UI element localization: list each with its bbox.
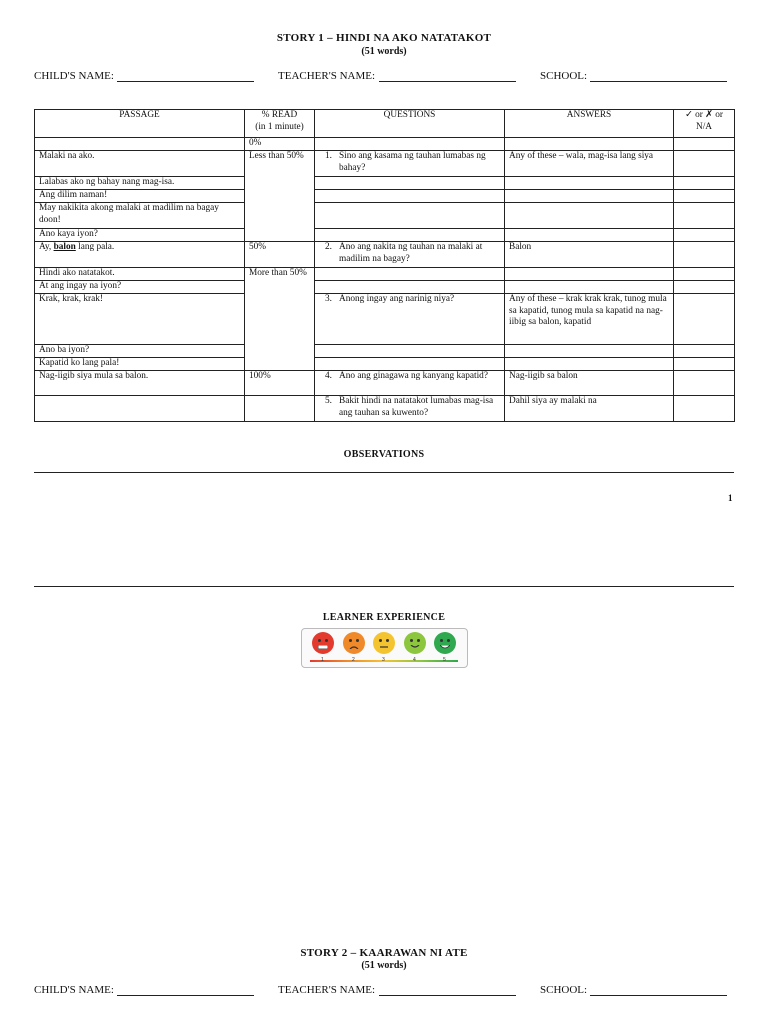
teacher-name-field[interactable]	[379, 995, 516, 996]
check-cell[interactable]	[674, 396, 735, 422]
passage-cell: Lalabas ako ng bahay nang mag-isa.	[35, 177, 245, 190]
story2-title: STORY 2 – KAARAWAN NI ATE	[300, 947, 468, 959]
answer-cell	[505, 281, 674, 294]
check-cell[interactable]	[674, 151, 735, 177]
school-label: SCHOOL:	[540, 70, 588, 82]
answer-cell: Any of these – wala, mag-isa lang siya	[505, 151, 674, 177]
check-cell[interactable]	[674, 268, 735, 281]
table-header-row	[35, 110, 735, 138]
passage-cell: Ano kaya iyon?	[35, 229, 245, 242]
table-row	[35, 345, 735, 358]
question-cell	[315, 203, 505, 229]
story1-word-count: (51 words)	[361, 46, 407, 57]
page-number: 1	[728, 493, 733, 503]
question-cell	[315, 242, 505, 268]
teacher-name-label: TEACHER'S NAME:	[278, 70, 376, 82]
check-cell[interactable]	[674, 229, 735, 242]
answer-cell	[505, 358, 674, 371]
very-sad-face-icon[interactable]	[312, 632, 334, 654]
school-label: SCHOOL:	[540, 984, 588, 996]
check-header: ✓ or ✗ or N/A	[674, 110, 735, 138]
question-cell	[315, 358, 505, 371]
scale-label: 3	[382, 657, 385, 663]
read-level-cell	[245, 396, 315, 422]
child-name-label: CHILD'S NAME:	[34, 984, 114, 996]
assessment-table	[34, 109, 735, 422]
question-cell	[315, 294, 505, 345]
passage-cell: Nag-iigib siya mula sa balon.	[35, 371, 245, 396]
question-text: Sino ang kasama ng tauhan lumabas ng bahay?	[339, 151, 486, 173]
question-number: 3.	[325, 294, 332, 304]
answer-cell	[505, 268, 674, 281]
passage-text: lang pala.	[75, 242, 115, 252]
passage-cell: Kapatid ko lang pala!	[35, 358, 245, 371]
passage-cell: Malaki na ako.	[35, 151, 245, 177]
read-header	[245, 110, 315, 138]
answer-cell	[505, 345, 674, 358]
passage-key-word: balon	[53, 242, 76, 252]
school-field[interactable]	[590, 995, 727, 996]
teacher-name-label: TEACHER'S NAME:	[278, 984, 376, 996]
table-row	[35, 151, 735, 177]
check-cell[interactable]	[674, 281, 735, 294]
passage-cell	[35, 242, 245, 268]
story2-word-count: (51 words)	[361, 960, 407, 971]
table-row	[35, 138, 735, 151]
answer-cell	[505, 203, 674, 229]
passage-cell: At ang ingay na iyon?	[35, 281, 245, 294]
answer-cell: Balon	[505, 242, 674, 268]
question-text: Ano ang ginagawa ng kanyang kapatid?	[339, 371, 488, 381]
table-row	[35, 371, 735, 396]
passage-header: PASSAGE	[35, 110, 245, 138]
check-cell[interactable]	[674, 371, 735, 396]
sad-face-icon[interactable]	[343, 632, 365, 654]
question-cell	[315, 371, 505, 396]
read-level-cell: 100%	[245, 371, 315, 396]
observations-line-top	[34, 472, 734, 473]
story2-info-row	[0, 984, 768, 998]
question-number: 5.	[325, 396, 332, 406]
read-header-line2: (in 1 minute)	[255, 121, 304, 132]
observations-title: OBSERVATIONS	[343, 449, 425, 460]
answer-cell: Nag-iigib sa balon	[505, 371, 674, 396]
question-text: Bakit hindi na natatakot lumabas mag-isa ang tauhan sa kuwento?	[339, 396, 494, 418]
neutral-face-icon[interactable]	[373, 632, 395, 654]
check-cell[interactable]	[674, 345, 735, 358]
child-name-field[interactable]	[117, 81, 254, 82]
question-number: 2.	[325, 242, 332, 252]
question-number: 4.	[325, 371, 332, 381]
learner-experience-scale	[301, 628, 468, 668]
question-number: 1.	[325, 151, 332, 161]
passage-text: Ay,	[39, 242, 54, 252]
table-row	[35, 396, 735, 422]
scale-label: 5	[443, 657, 446, 663]
read-level-cell: More than 50%	[245, 268, 315, 371]
questions-header: QUESTIONS	[315, 110, 505, 138]
answer-cell	[505, 190, 674, 203]
table-row	[35, 358, 735, 371]
question-cell	[315, 268, 505, 281]
answer-cell	[505, 138, 674, 151]
read-level-cell: 0%	[245, 138, 315, 151]
passage-cell: Krak, krak, krak!	[35, 294, 245, 345]
answer-cell: Any of these – krak krak krak, tunog mula sa kapatid, tunog mula sa kapatid na nag-iibig sa balon, kapatid	[505, 294, 674, 345]
read-header-line1: % READ	[261, 110, 298, 120]
child-name-label: CHILD'S NAME:	[34, 70, 114, 82]
table-row	[35, 242, 735, 268]
question-text: Ano ang nakita ng tauhan na malaki at madilim na bagay?	[339, 242, 483, 264]
check-cell[interactable]	[674, 294, 735, 345]
check-cell[interactable]	[674, 242, 735, 268]
read-level-cell: Less than 50%	[245, 151, 315, 242]
scale-label: 4	[413, 657, 416, 663]
check-cell[interactable]	[674, 190, 735, 203]
question-cell	[315, 281, 505, 294]
check-cell[interactable]	[674, 177, 735, 190]
table-row	[35, 190, 735, 203]
learner-experience-title: LEARNER EXPERIENCE	[322, 612, 446, 623]
teacher-name-field[interactable]	[379, 81, 516, 82]
question-cell	[315, 190, 505, 203]
passage-cell	[35, 138, 245, 151]
table-row	[35, 229, 735, 242]
passage-cell: Ano ba iyon?	[35, 345, 245, 358]
observations-line-bottom	[34, 586, 734, 587]
table-row	[35, 177, 735, 190]
read-level-cell: 50%	[245, 242, 315, 268]
passage-cell	[35, 396, 245, 422]
table-row	[35, 281, 735, 294]
question-cell	[315, 229, 505, 242]
story1-title: STORY 1 – HINDI NA AKO NATATAKOT	[276, 32, 492, 44]
question-cell	[315, 396, 505, 422]
question-text: Anong ingay ang narinig niya?	[339, 294, 455, 304]
scale-label: 1	[321, 657, 324, 663]
story1-info-row	[0, 70, 768, 84]
table-row	[35, 203, 735, 229]
table-row	[35, 268, 735, 281]
answer-cell	[505, 229, 674, 242]
child-name-field[interactable]	[117, 995, 254, 996]
answer-cell: Dahil siya ay malaki na	[505, 396, 674, 422]
table-row	[35, 294, 735, 345]
scale-label: 2	[352, 657, 355, 663]
answer-cell	[505, 177, 674, 190]
answers-header: ANSWERS	[505, 110, 674, 138]
school-field[interactable]	[590, 81, 727, 82]
question-cell	[315, 138, 505, 151]
question-cell	[315, 345, 505, 358]
passage-cell: Hindi ako natatakot.	[35, 268, 245, 281]
question-cell	[315, 151, 505, 177]
passage-cell: May nakikita akong malaki at madilim na bagay doon!	[35, 203, 245, 229]
check-cell[interactable]	[674, 358, 735, 371]
check-cell[interactable]	[674, 138, 735, 151]
passage-cell: Ang dilim naman!	[35, 190, 245, 203]
check-cell[interactable]	[674, 203, 735, 229]
question-cell	[315, 177, 505, 190]
happy-face-icon[interactable]	[404, 632, 426, 654]
very-happy-face-icon[interactable]	[434, 632, 456, 654]
